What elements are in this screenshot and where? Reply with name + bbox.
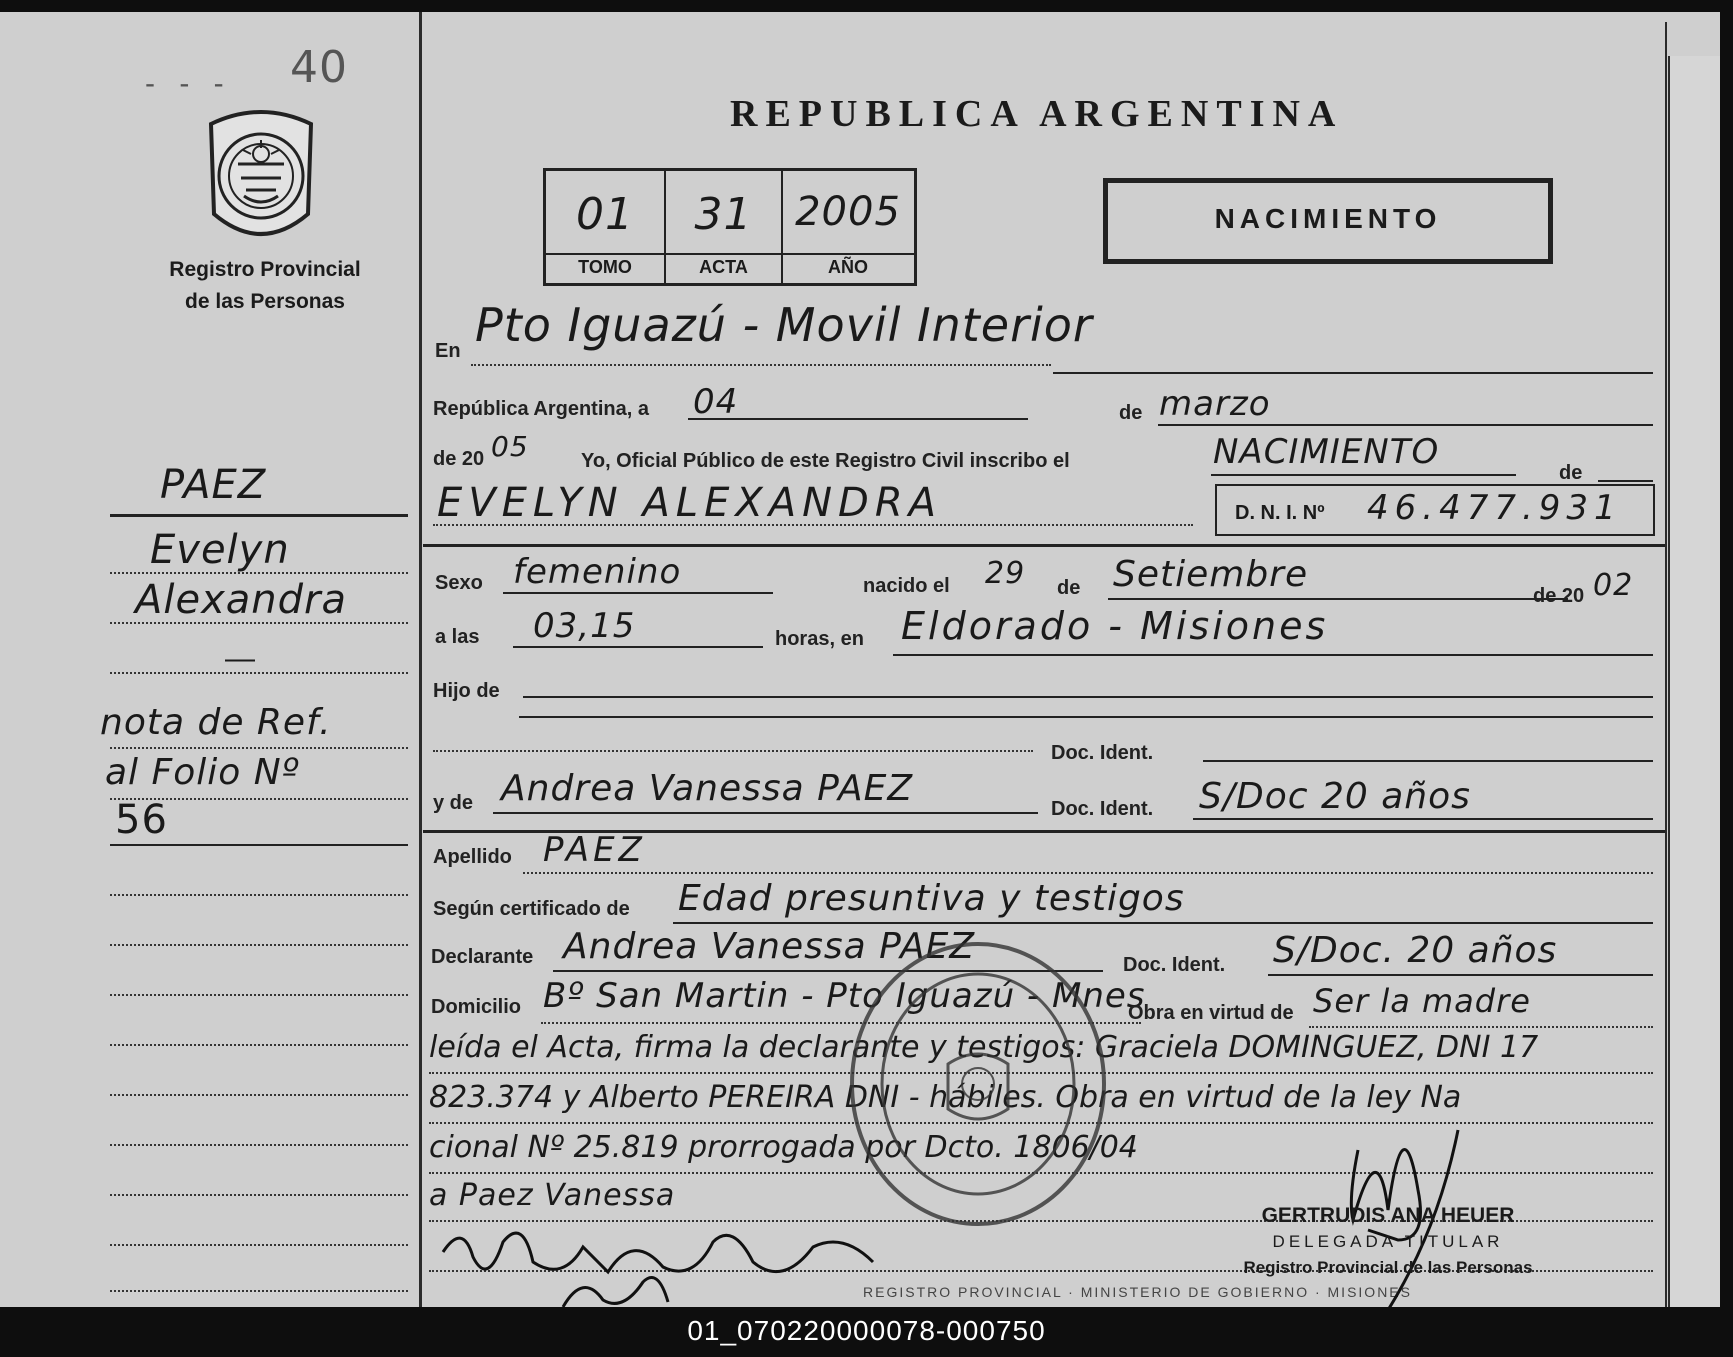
de20-label: de 20 [433,448,485,470]
en-line [471,364,1051,366]
apellido-label: Apellido [433,846,512,868]
file-code-footer [0,1307,1733,1357]
official-stamp-icon [843,934,1113,1234]
certificate-page [0,12,1720,1307]
en-value: Pto Iguazú - Movil Interior [475,298,1093,352]
margin-dots-12 [110,1194,408,1196]
hora-line [513,646,763,648]
margin-dash: — [225,642,255,675]
mes-value: marzo [1159,384,1271,424]
madre-doc-value: S/Doc 20 años [1199,776,1471,817]
official-name: GERTRUDIS ANA HEUER [1261,1204,1515,1227]
de-end-line [1598,480,1653,482]
doc-ident-label-3: Doc. Ident. [1123,954,1226,976]
domicilio-value: Bº San Martin - Pto Iguazú - Mnes [543,976,1146,1016]
dia-line [688,418,1028,420]
segun-value: Edad presuntiva y testigos [678,878,1185,919]
doc-ident-label-2: Doc. Ident. [1051,798,1154,820]
margin-dots-9 [110,1044,408,1046]
mes-line [1158,424,1653,426]
yde-label: y de [433,792,474,814]
tomo-value: 01 [576,189,634,240]
official-title: DELEGADA TITULAR [1272,1232,1504,1251]
section-rule [423,544,1665,547]
observaciones-line4: a Paez Vanessa [429,1178,676,1213]
margin-dots-10 [110,1094,408,1096]
hijo-line-2 [519,716,1653,718]
nacido-anio-value: 02 [1593,568,1634,603]
margin-nota1: nota de Ref. [100,702,332,743]
official-office: Registro Provincial de las Personas [1243,1258,1533,1277]
margin-dots-7 [110,944,408,946]
padre-doc-line [1203,760,1653,762]
madre-value: Andrea Vanessa PAEZ [501,768,914,809]
nacido-label: nacido el [863,575,950,597]
en-line-end [1053,372,1653,374]
domicilio-label: Domicilio [431,996,522,1018]
republica-label: República Argentina, a [433,398,649,420]
tomo-label: TOMO [578,257,632,277]
segun-label: Según certificado de [433,898,630,920]
obra-value: Ser la madre [1313,982,1531,1020]
de-end-label: de [1559,462,1583,484]
obra-line [1309,1026,1653,1028]
observaciones-line2: 823.374 y Alberto PEREIRA DNI - hábiles. Obra en virtud de la ley Na [429,1080,1462,1115]
record-number-box [543,168,917,286]
margin-nota2: al Folio Nº [105,752,300,793]
lugar-line [893,654,1653,656]
anio-value: 2005 [795,189,901,235]
margin-rule-1 [110,514,408,517]
dni-box [1215,484,1655,536]
adjacent-page-edge [1668,56,1720,1307]
lugar-value: Eldorado - Misiones [901,604,1329,648]
margin-dots-6 [110,894,408,896]
dia-value: 04 [693,382,739,422]
obra-label: Obra en virtud de [1128,1002,1294,1024]
segun-line [673,922,1653,924]
file-code: 01_070220000078-000750 [687,1315,1046,1346]
de20b-label: de 20 [1533,585,1585,607]
nacido-mes-value: Setiembre [1113,554,1309,595]
declarante-doc-line [1268,974,1653,976]
doc-ident-label-1: Doc. Ident. [1051,742,1154,764]
madre-line [493,812,1038,814]
observaciones-line3: cional Nº 25.819 prorrogada por Dcto. 1806/04 [429,1130,1138,1165]
margin-nombre1: Evelyn [150,527,290,573]
horas-en-label: horas, en [775,628,864,650]
hijo-line-1 [523,696,1653,698]
declarante-label: Declarante [431,946,534,968]
registry-name-line2: de las Personas [185,290,345,313]
declarante-doc-value: S/Doc. 20 años [1273,930,1558,971]
nombre-line [433,524,1193,526]
acta-label: ACTA [699,257,748,277]
country-title: REPUBLICA ARGENTINA [730,93,1344,135]
margin-dots-1 [110,572,408,574]
margin-apellido: PAEZ [160,462,267,508]
nacido-dia-value: 29 [985,556,1026,591]
registry-name-line1: Registro Provincial [169,258,361,281]
act-type-box [1103,178,1553,264]
de-label: de [1119,402,1143,424]
sexo-value: femenino [513,552,682,592]
sexo-line [503,592,773,594]
acta-value: 31 [694,189,753,240]
alas-label: a las [435,626,480,648]
inscribo-value: NACIMIENTO [1213,432,1440,472]
nacido-mes-line [1108,598,1568,600]
apellido-value: PAEZ [543,830,646,870]
margin-nota3: 56 [115,797,168,843]
anio-inscripcion-value: 05 [491,430,529,463]
apellido-line [523,872,1653,874]
inscribo-label: Yo, Oficial Público de este Registro Civil inscribo el [581,450,1070,472]
margin-nombre2: Alexandra [135,577,347,623]
act-type-label: NACIMIENTO [1214,203,1442,234]
margin-dots-4 [110,747,408,749]
margin-dots-3 [110,672,408,674]
nombre-value: EVELYN ALEXANDRA [437,480,943,526]
padre-line [433,750,1033,752]
column-divider [419,12,422,1307]
hora-value: 03,15 [533,606,636,646]
en-label: En [435,340,461,362]
margin-dots-8 [110,994,408,996]
declarante-value: Andrea Vanessa PAEZ [563,926,976,967]
margin-dots-11 [110,1144,408,1146]
margin-dots-13 [110,1244,408,1246]
nacido-de-label: de [1057,577,1081,599]
observaciones-line1: leída el Acta, firma la declarante y testigos: Graciela DOMINGUEZ, DNI 17 [429,1030,1539,1065]
anio-label: AÑO [828,257,868,277]
certificate-form [423,22,1667,1307]
margin-dots-2 [110,622,408,624]
corner-dash-mark: - - - [145,67,232,100]
province-seal-icon [196,104,326,250]
madre-doc-line [1193,818,1653,820]
margin-dots-14 [110,1290,408,1292]
page-corner-number: 40 [290,42,348,93]
stamp-ring-text: REGISTRO PROVINCIAL · MINISTERIO DE GOBIERNO · MISIONES [863,1284,1412,1300]
sexo-label: Sexo [435,572,483,594]
hijo-label: Hijo de [433,680,500,702]
dni-label: D. N. I. Nº [1235,502,1325,524]
dni-value: 46.477.931 [1367,488,1622,528]
margin-rule-2 [110,844,408,846]
inscribo-line [1211,474,1516,476]
